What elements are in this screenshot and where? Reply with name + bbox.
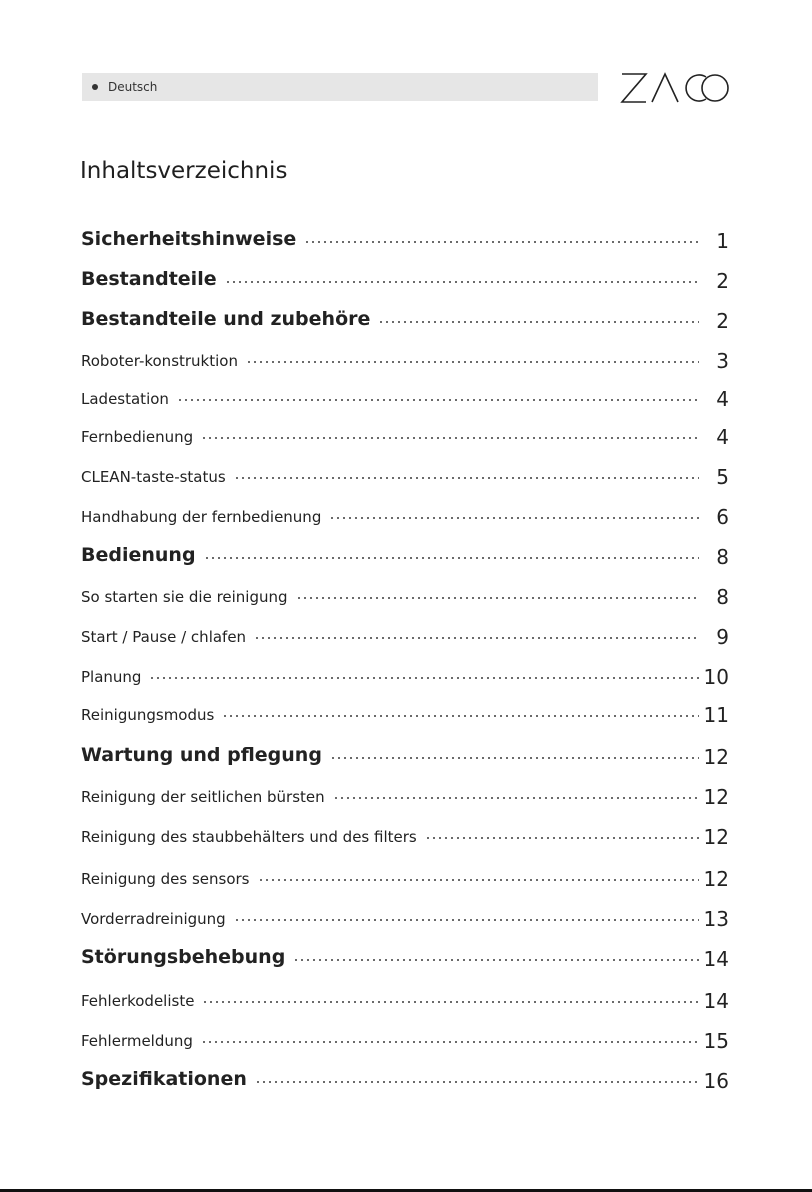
toc-entry[interactable]: [81, 340, 729, 373]
toc-entry[interactable]: [81, 776, 729, 809]
dot-leader: [329, 517, 699, 519]
toc-entry-label: Spezifikationen: [81, 1068, 247, 1090]
bullet-icon: [92, 84, 98, 90]
toc-entry-label: Planung: [81, 668, 142, 686]
toc-entry-label: Start / Pause / chlafen: [81, 628, 247, 646]
toc-entry[interactable]: [81, 694, 729, 727]
toc-entry-label: Bedienung: [81, 544, 196, 566]
toc-entry-page: 12: [703, 785, 729, 809]
toc-entry-page: 5: [716, 465, 729, 489]
toc-entry[interactable]: [81, 300, 729, 333]
toc-entry[interactable]: [81, 1020, 729, 1053]
dot-leader: [246, 361, 699, 363]
dot-leader: [202, 1001, 699, 1003]
toc-entry-page: 16: [703, 1069, 729, 1093]
page-title: Inhaltsverzeichnis: [80, 158, 288, 184]
language-label: Deutsch: [108, 80, 158, 94]
toc-entry-label: Vorderradreinigung: [81, 910, 226, 928]
zaco-logo: [620, 68, 730, 108]
toc-entry-label: Bestandteile und zubehöre: [81, 308, 371, 330]
toc-entry[interactable]: [81, 260, 729, 293]
toc-entry[interactable]: [81, 576, 729, 609]
toc-entry-label: Fehlermeldung: [81, 1032, 193, 1050]
toc-entry-page: 2: [716, 269, 729, 293]
toc-entry-page: 15: [703, 1029, 729, 1053]
toc-entry-label: CLEAN-taste-status: [81, 468, 226, 486]
toc-entry[interactable]: [81, 378, 729, 411]
toc-entry-page: 8: [716, 545, 729, 569]
toc-entry-label: Reinigung des sensors: [81, 870, 250, 888]
toc-entry-page: 10: [703, 665, 729, 689]
toc-entry-page: 1: [716, 229, 729, 253]
toc-entry-label: Handhabung der fernbedienung: [81, 508, 322, 526]
toc-entry-label: Ladestation: [81, 390, 169, 408]
toc-entry-page: 13: [703, 907, 729, 931]
toc-entry[interactable]: [81, 656, 729, 689]
dot-leader: [225, 281, 699, 283]
dot-leader: [234, 919, 699, 921]
dot-leader: [258, 879, 699, 881]
toc-entry[interactable]: [81, 736, 729, 769]
toc-entry[interactable]: [81, 456, 729, 489]
toc-entry-page: 4: [716, 425, 729, 449]
toc-entry-page: 12: [703, 867, 729, 891]
toc-entry-page: 14: [703, 947, 729, 971]
toc-entry-label: Reinigung der seitlichen bürsten: [81, 788, 325, 806]
toc-entry-label: Roboter-konstruktion: [81, 352, 238, 370]
dot-leader: [378, 321, 699, 323]
toc-entry-page: 4: [716, 387, 729, 411]
dot-leader: [333, 797, 699, 799]
toc-entry[interactable]: [81, 616, 729, 649]
toc-entry-page: 3: [716, 349, 729, 373]
toc-entry-label: So starten sie die reinigung: [81, 588, 288, 606]
toc-entry-page: 11: [703, 703, 729, 727]
toc-entry-label: Bestandteile: [81, 268, 217, 290]
toc-entry-label: Störungsbehebung: [81, 946, 286, 968]
toc-entry[interactable]: [81, 496, 729, 529]
toc-entry-label: Fehlerkodeliste: [81, 992, 195, 1010]
dot-leader: [330, 757, 699, 759]
toc-entry-page: 12: [703, 825, 729, 849]
toc-entry-page: 6: [716, 505, 729, 529]
toc-entry[interactable]: [81, 536, 729, 569]
dot-leader: [177, 399, 699, 401]
toc-entry[interactable]: [81, 1060, 729, 1093]
dot-leader: [293, 959, 699, 961]
toc-entry[interactable]: [81, 980, 729, 1013]
dot-leader: [201, 1041, 699, 1043]
dot-leader: [304, 241, 699, 243]
toc-entry-label: Sicherheitshinweise: [81, 228, 297, 250]
toc-entry-page: 8: [716, 585, 729, 609]
toc-entry-label: Fernbedienung: [81, 428, 194, 446]
toc-entry-label: Wartung und pflegung: [81, 744, 322, 766]
toc-entry-page: 12: [703, 745, 729, 769]
toc-entry-label: Reinigung des staubbehälters und des filters: [81, 828, 417, 846]
toc-entry[interactable]: [81, 938, 729, 971]
dot-leader: [149, 677, 699, 679]
language-bar: [82, 73, 598, 101]
toc-entry-page: 14: [703, 989, 729, 1013]
dot-leader: [234, 477, 699, 479]
toc-entry-page: 2: [716, 309, 729, 333]
toc-entry[interactable]: [81, 416, 729, 449]
toc-entry[interactable]: [81, 220, 729, 253]
dot-leader: [222, 715, 699, 717]
dot-leader: [296, 597, 699, 599]
dot-leader: [201, 437, 699, 439]
toc-entry-page: 9: [716, 625, 729, 649]
toc-entry[interactable]: [81, 898, 729, 931]
dot-leader: [425, 837, 699, 839]
dot-leader: [254, 637, 699, 639]
toc-entry-label: Reinigungsmodus: [81, 706, 215, 724]
dot-leader: [204, 557, 699, 559]
toc-entry[interactable]: [81, 858, 729, 891]
toc-entry[interactable]: [81, 816, 729, 849]
dot-leader: [255, 1081, 699, 1083]
